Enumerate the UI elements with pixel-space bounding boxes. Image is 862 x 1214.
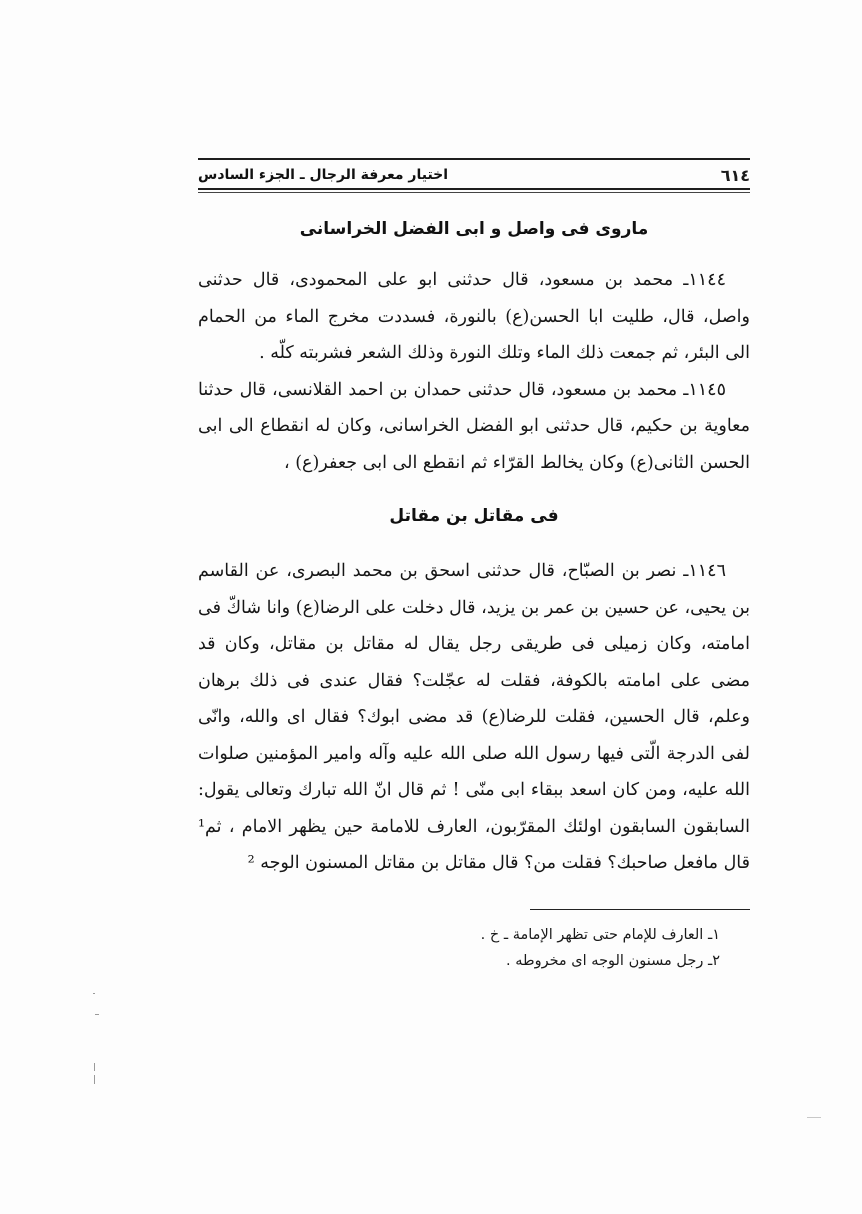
entry-text: محمد بن مسعود، قال حدثنى ابو على المحمودى، قال حدثنى واصل، قال، طليت ابا الحسن(ع) بالنورة، فسددت مخرج الماء من الحمام الى البئر، ثم جمعت ذلك الماء وتلك النورة وذلك الشعر فشربته كلّه . [198,270,750,363]
footnotes [330,922,720,974]
scan-speck [94,1063,95,1071]
scan-speck [807,1117,821,1118]
section-heading-muqatil: فى مقاتل بن مقاتل [389,506,559,526]
entry-text: نصر بن الصبّاح، قال حدثنى اسحق بن محمد البصرى، عن القاسم بن يحيى، عن حسين بن عمر بن يزيد، قال دخلت على الرضا(ع) وانا شاكّ فى امامته، وكان زميلى فى طريقى رجل يقال له مقاتل بن مقاتل، وكان قد مضى على امامته بالكوفة، فقلت له عجّلت؟ فقال عندى فى ذلك برهان وعلم، قال الحسين، فقلت للرضا(ع) قد مضى ابوك؟ فقال اى والله، وانّى لفى الدرجة الّتى فيها رسول الله صلى الله عليه وآله وامير المؤمنين صلوات الله عليه، ومن كان اسعد ببقاء ابى منّى ! ثم قال انّ الله تبارك وتعالى يقول: السابقون السابقون اولئك المقرّبون، العارف للامامة حين يظهر الامام ، ثم¹ قال مافعل صاحبك؟ فقلت من؟ قال مقاتل بن مقاتل المسنون الوجه ² [198,561,750,873]
scan-speck [95,1014,99,1015]
hadith-entry-1145 [198,372,750,482]
scan-speck [94,1075,95,1084]
section-heading-wasil: ماروى فى واصل و ابى الفضل الخراسانى [299,219,649,239]
page-body [198,212,750,882]
entry-number: ١١٤٦ـ [683,561,726,581]
hadith-entry-1144 [198,262,750,372]
page-number: ٦١٤ [720,165,750,185]
book-title: اختيار معرفة الرجال ـ الجزء السادس [198,167,449,183]
footnote-separator [530,909,750,910]
entry-number: ١١٤٥ـ [683,379,726,400]
footnote-2: ٢ـ رجل مسنون الوجه اى مخروطه . [506,953,720,969]
footnote-1: ١ـ العارف للإمام حتى تظهر الإمامة ـ خ . [480,927,720,943]
header-rule-top [198,158,750,160]
entry-text: محمد بن مسعود، قال حدثنى حمدان بن احمد القلانسى، قال حدثنا معاوية بن حكيم، قال حدثنى ابو الفضل الخراسانى، وكان له انقطاع الى ابى الحسن الثانى(ع) وكان يخالط القرّاء ثم انقطع الى ابى جعفر(ع) ، [198,379,750,473]
running-header [198,163,750,187]
header-rule-bottom-thin [198,192,750,193]
scan-speck [93,993,95,994]
header-rule-bottom [198,188,750,190]
entry-number: ١١٤٤ـ [683,270,726,290]
hadith-entry-1146 [198,553,750,882]
